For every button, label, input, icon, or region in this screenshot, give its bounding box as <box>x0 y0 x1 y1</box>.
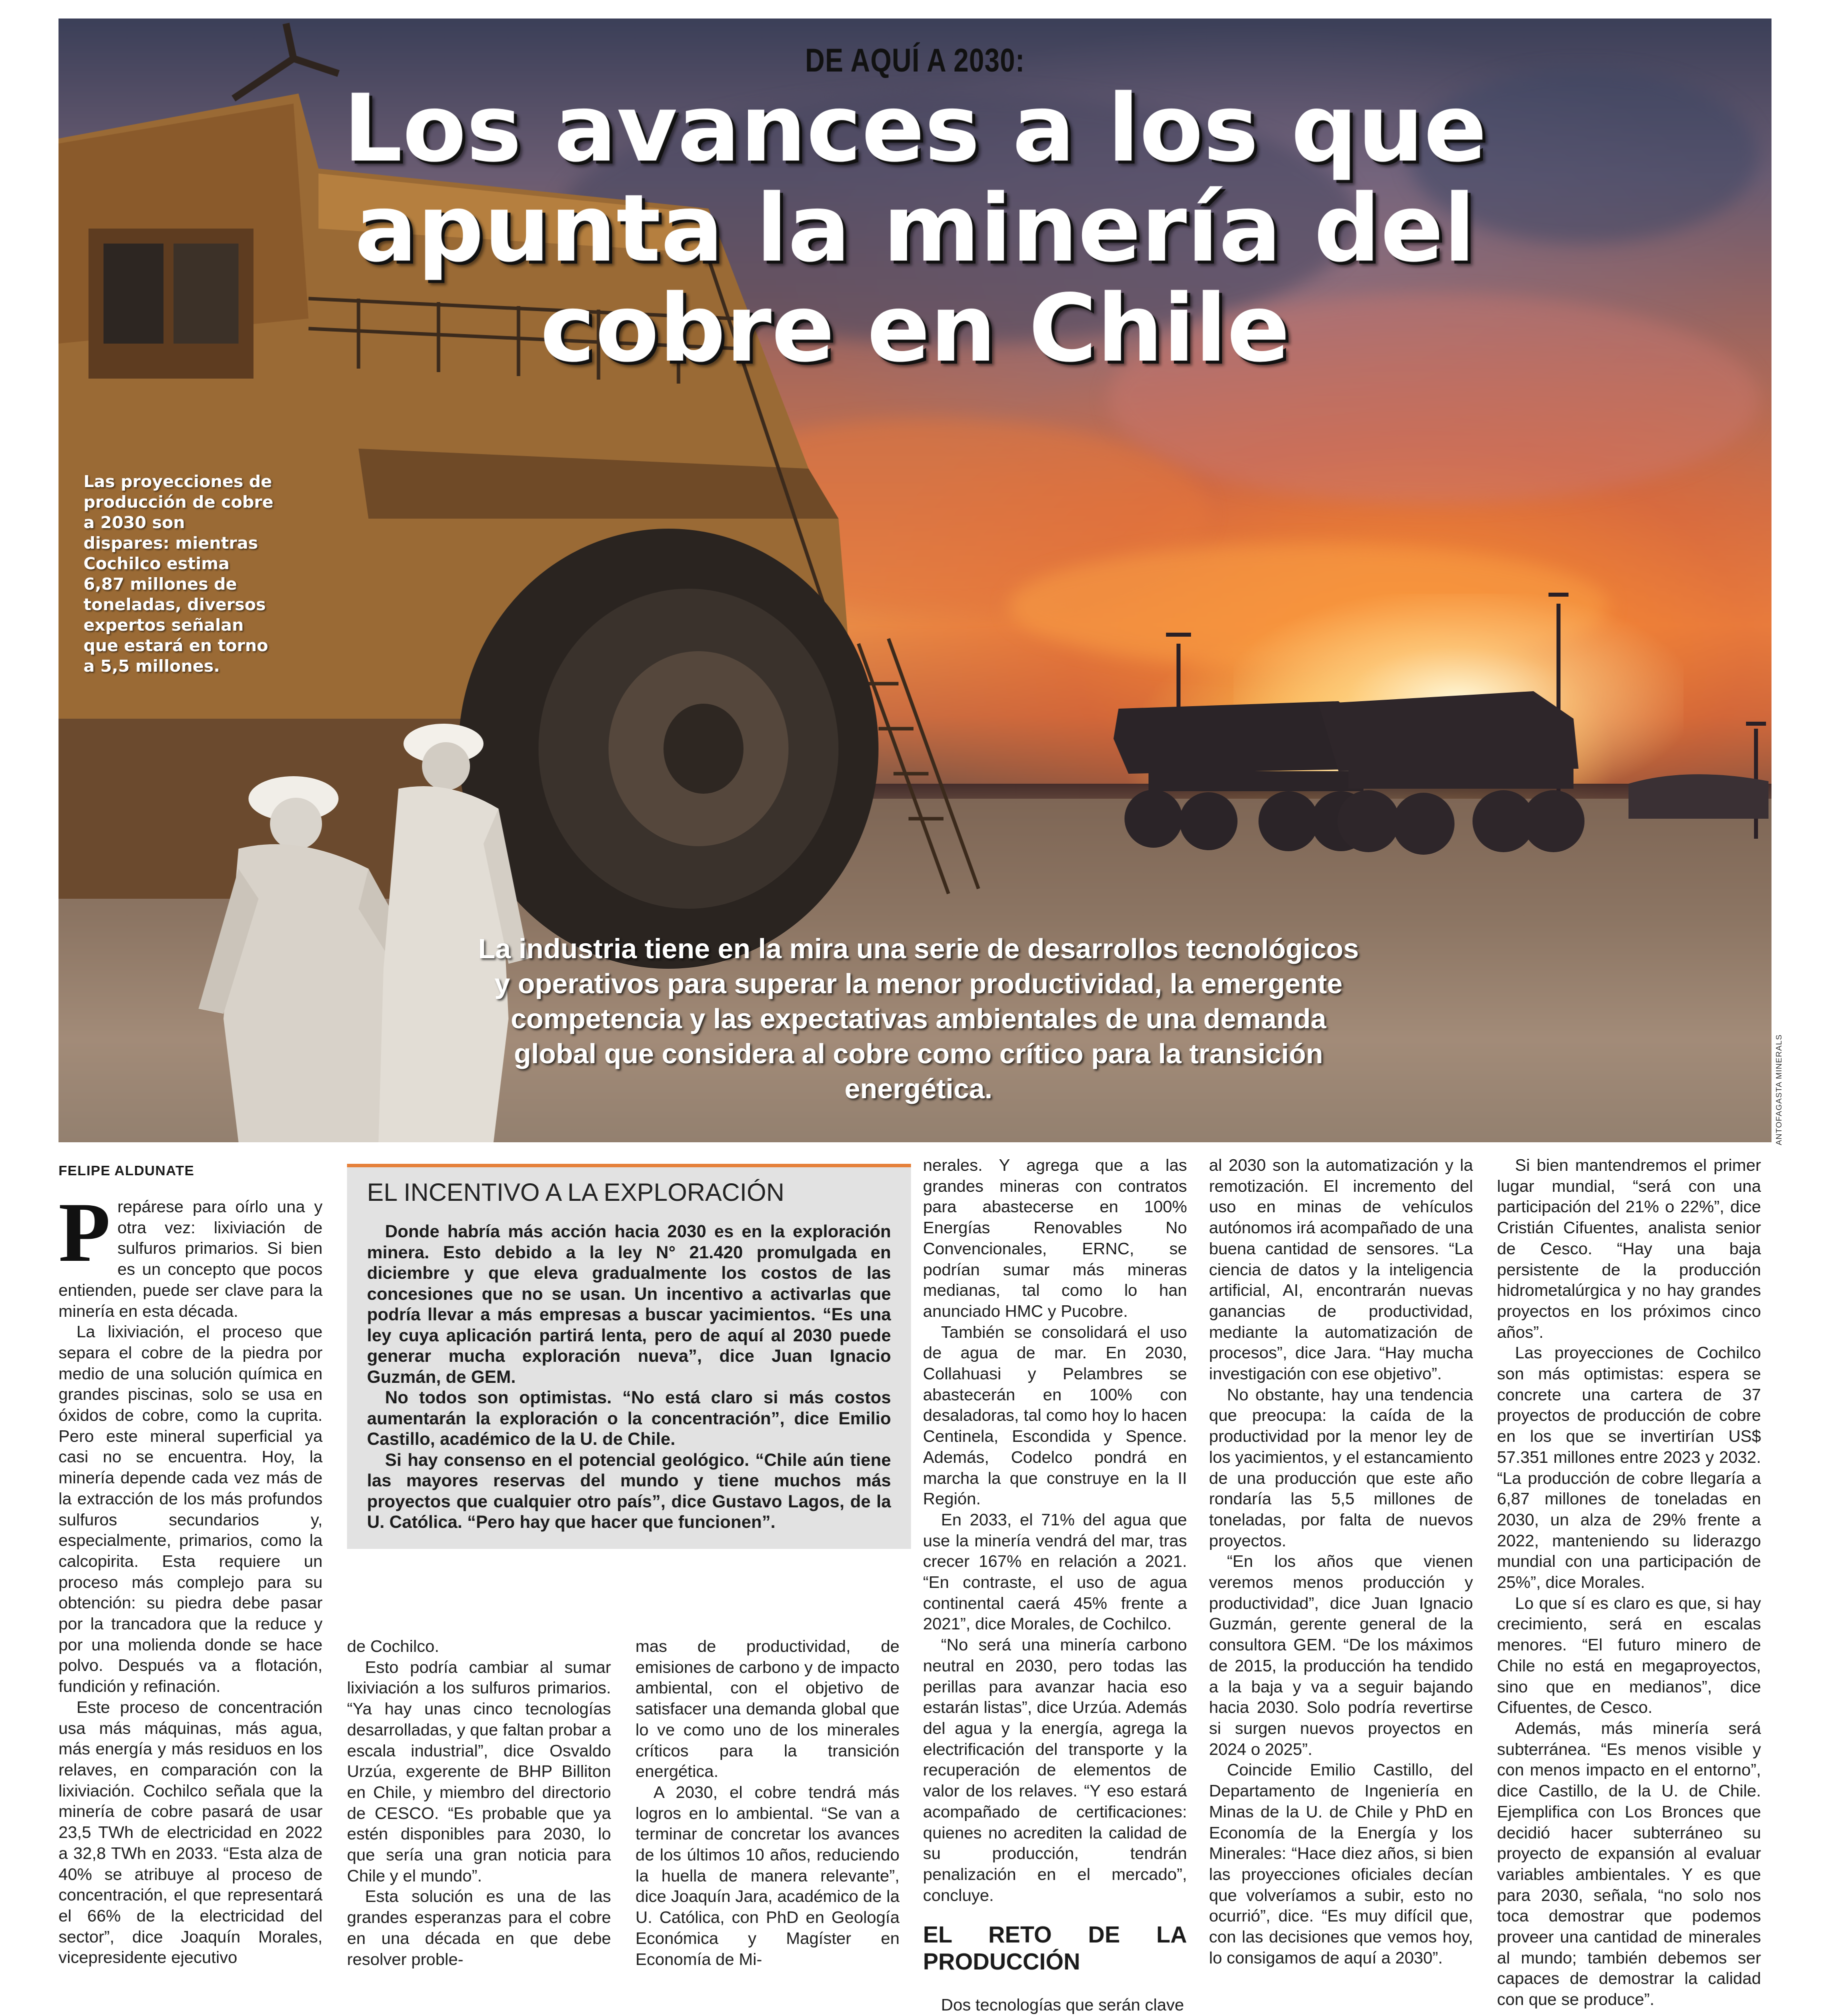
sidebar-title: EL INCENTIVO A LA EXPLORACIÓN <box>367 1178 784 1206</box>
photo-caption: Las proyecciones de producción de cobre a 2030 son dispares: mientras Cochilco estima 6,87 millones de toneladas, diversos expertos señalan que estará en torno a 5,5 millones. <box>84 472 274 676</box>
paragraph: de Cochilco. <box>347 1637 440 1656</box>
article-column-6 <box>1497 1155 1761 2010</box>
paragraph: Lo que sí es claro es que, si hay crecimiento, será en escalas menores. “El futuro minero de Chile no está en megaproyectos, sino que en medianos”, dice Cifuentes, de Cesco. <box>1497 1594 1761 1717</box>
paragraph: “No será una minería carbono neutral en 2030, pero todas las perillas para avanzar hacia eso estarán listas”, dice Urzúa. Además del agua y la energía, agrega la electrificación del transporte y la recuperación de elementos de valor de los relaves. “Y eso estará acompañado de certificaciones: quienes no acrediten la calidad de su producción, tendrán penalización en el mercado”, concluye. <box>923 1636 1187 1905</box>
paragraph: Además, más minería será subterránea. “Es menos visible y con menos impacto en el entorno”, dice Castillo, de la U. de Chile. Ejemplifica con Los Bronces que decidió hacer subterráneo su proyecto de expansión al evaluar variables ambientales. Y es que para 2030, señala, “no solo nos toca demostrar que podemos proveer una cantidad de minerales al mundo; también debemos ser capaces de demostrar la calidad con que se produce”. <box>1497 1719 1761 2009</box>
headline-line: apunta la minería del <box>354 174 1476 283</box>
distant-building <box>1628 774 1768 819</box>
paragraph: al 2030 son la automatización y la remotización. El incremento del uso en minas de vehículos autónomos irá acompañado de una buena cantidad de sensores. “La ciencia de datos y la inteligencia artificial, AI, encontrarán nuevas ganancias de productividad, mediante la automatización de procesos”, dice Jara. “Hay mucha investigación con ese objetivo”. <box>1209 1156 1473 1384</box>
sidebar-box <box>347 1164 911 1549</box>
headline-line: cobre en Chile <box>540 274 1290 383</box>
paragraph: nerales. Y agrega que a las grandes mineras con contratos para abastecerse en 100% Energías Renovables No Convencionales, ERNC, se podrían sumar más mineras medianas, tal como lo han anunciado HMC y Pucobre. <box>923 1156 1187 1321</box>
paragraph <box>58 1185 322 1322</box>
article-column-4 <box>923 1155 1187 2016</box>
paragraph: mas de productividad, de emisiones de carbono y de impacto ambiental, con el objetivo de satisfacer una demanda global que lo ve como uno de los minerales críticos para la transición energética. <box>636 1637 900 1781</box>
article-column-5 <box>1209 1155 1473 1968</box>
byline: FELIPE ALDUNATE <box>58 1163 194 1178</box>
article-column-1 <box>58 1185 322 1968</box>
paragraph: La lixiviación, el proceso que separa el cobre de la piedra por medio de una solución química en grandes piscinas, solo se usa en óxidos de cobre, como la cuprita. Pero este mineral superficial ya casi no se encuentra. Hoy, la minería depende cada vez más de la extracción de los más profundos sulfuros secundarios y, especialmente, primarios, como la calcopirita. Esta requiere un proceso más complejo para su obtención: su piedra debe pasar por la trancadora que la reduce y por una molienda donde se hace polvo. Después va a flotación, fundición y refinación. <box>58 1323 322 1696</box>
sidebar-text <box>367 1221 891 1533</box>
haul-truck-tire <box>458 529 878 969</box>
paragraph: No todos son optimistas. “No está claro si más costos aumentarán la exploración o la concentración”, dice Emilio Castillo, académico de la U. de Chile. <box>367 1388 891 1449</box>
section-subhead: EL RETO DE LA PRODUCCIÓN <box>923 1921 1187 1975</box>
headline <box>58 74 1772 383</box>
deck: La industria tiene en la mira una serie de desarrollos tecnológicos y operativos para superar la menor productividad, la emergente competencia y las expectativas ambientales de una demanda global que considera al cobre como crítico para la transición energética. <box>478 933 1359 1104</box>
paragraph: Donde habría más acción hacia 2030 es en la exploración minera. Esto debido a la ley N° 21.420 promulgada en diciembre y que eleva gradualmente los costos de las concesiones que no se usan. Un incentivo a activarlas que podría llevar a más empresas a buscar yacimientos. “Es una ley cuya aplicación partirá lenta, pero de aquí al 2030 puede generar mucha exploración nueva”, dice Juan Ignacio Guzmán, de GEM. <box>367 1222 891 1387</box>
kicker: DE AQUÍ A 2030: <box>805 42 1025 79</box>
paragraph: En 2033, el 71% del agua que use la minería vendrá del mar, tras crecer 167% en relación a 2021. “En contraste, el uso de agua continental caerá 45% frente a 2021”, dice Morales, de Cochilco. <box>923 1510 1187 1634</box>
article-column-2 <box>347 1636 611 1970</box>
paragraph: No obstante, hay una tendencia que preocupa: la caída de la productividad por la menor ley de los yacimientos, y el estancamiento de una producción que este año rondaría las 5,5 millones de toneladas, por falta de nuevos proyectos. <box>1209 1385 1473 1550</box>
drop-cap: P <box>58 1185 110 1279</box>
paragraph: Esta solución es una de las grandes esperanzas para el cobre en una década en que debe resolver proble- <box>347 1887 611 1969</box>
photo-credit: ANTOFAGASTA MINERALS <box>1775 1034 1784 1145</box>
paragraph-text: repárese para oírlo una y otra vez: lixiviación de sulfuros primarios. Si bien es un concepto que pocos entienden, puede ser clave para la minería en esta década. <box>58 1198 322 1321</box>
paragraph: Coincide Emilio Castillo, del Departamento de Ingeniería en Minas de la U. de Chile y PhD en Economía de la Energía y los Minerales: “Hace diez años, si bien las proyecciones oficiales decían que volveríamos a subir, esto no ocurrió”, dice. “Es muy difícil que, con las decisiones que vemos hoy, lo consigamos de aquí a 2030”. <box>1209 1761 1473 1967</box>
hero-photo <box>58 19 1772 1142</box>
paragraph: Si bien mantendremos el primer lugar mundial, “será con una participación del 21% o 22%”, dice Cristián Cifuentes, analista senior de Cesco. “Hay una baja persistente de la producción hidrometalúrgica y no hay grandes proyectos en los próximos cinco años”. <box>1497 1156 1761 1342</box>
paragraph: Las proyecciones de Cochilco son más optimistas: espera se concrete una cartera de 37 proyectos de producción de cobre en los que se invertirían US$ 57.351 millones entre 2023 y 2032. “La producción de cobre llegaría a 6,87 millones de toneladas en 2030, un alza de 29% frente a 2022, manteniendo su liderazgo mundial con una participación de 25%”, dice Morales. <box>1497 1344 1761 1592</box>
paragraph: Si hay consenso en el potencial geológico. “Chile aún tiene las mayores reservas del mundo y tiene muchos más proyectos que cualquier otro país”, dice Gustavo Lagos, de la U. Católica. “Pero hay que hacer que funcionen”. <box>367 1450 891 1532</box>
paragraph: A 2030, el cobre tendrá más logros en lo ambiental. “Se van a terminar de concretar los avances de los últimos 10 años, reduciendo la huella de manera relevante”, dice Joaquín Jara, académico de la U. Católica, con PhD en Geología Económica y Magíster en Economía de Mi- <box>636 1783 900 1969</box>
headline-line: Los avances a los que <box>343 74 1487 183</box>
paragraph: “En los años que vienen veremos menos producción y productividad”, dice Juan Ignacio Guzmán, gerente general de la consultora GEM. “De los máximos de 2015, la producción ha tendido a la baja y va a seguir bajando hacia 2030. Solo podría revertirse si surgen nuevos proyectos en 2024 o 2025”. <box>1209 1552 1473 1759</box>
paragraph: Dos tecnologías que serán clave <box>941 1996 1184 2015</box>
distant-haul-truck <box>1318 691 1584 855</box>
paragraph: Este proceso de concentración usa más máquinas, más agua, más energía y más residuos en los relaves, en comparación con la lixiviación. Cochilco señala que la minería de cobre pasará de usar 23,5 TWh de electricidad en 2022 a 32,8 TWh en 2033. “Esta alza de 40% se atribuye al proceso de concentración, el que representará el 66% de la electricidad del sector”, dice Joaquín Morales, vicepresidente ejecutivo <box>58 1698 322 1967</box>
article-column-3 <box>636 1636 900 1970</box>
paragraph: Esto podría cambiar al sumar lixiviación a los sulfuros primarios. “Ya hay unas cinco tecnologías desarrolladas, y que faltan probar a escala industrial”, dice Osvaldo Urzúa, exgerente de BHP Billiton en Chile, y miembro del directorio de CESCO. “Es probable que ya estén disponibles para 2030, lo que sería una gran noticia para Chile y el mundo”. <box>347 1658 611 1885</box>
paragraph: También se consolidará el uso de agua de mar. En 2030, Collahuasi y Pelambres se abastecerán en 100% con desaladoras, tal como hoy lo hacen Centinela, Escondida y Spence. Además, Codelco pondrá en marcha la que construye en la II Región. <box>923 1323 1187 1509</box>
